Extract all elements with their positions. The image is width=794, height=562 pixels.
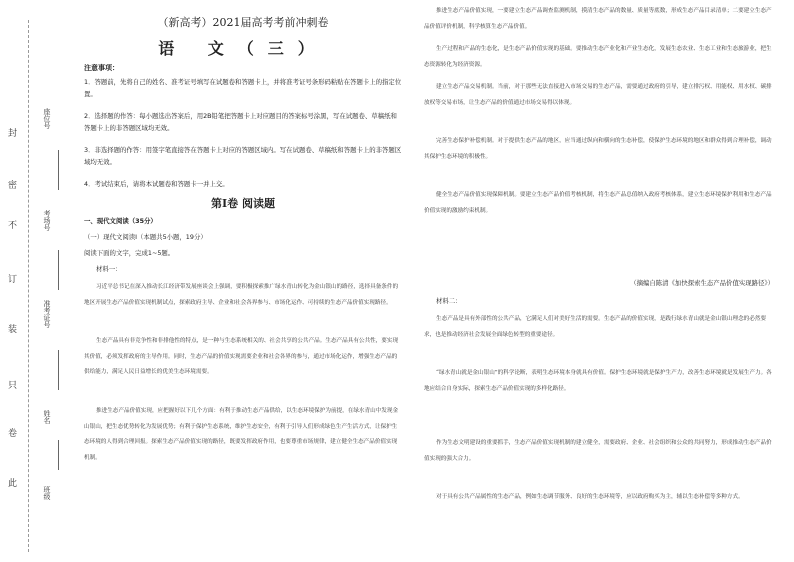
name-label: 姓名: [43, 410, 51, 424]
exam-title: （新高考）2021届高考考前冲刺卷: [157, 16, 329, 29]
seal-char: 封: [8, 129, 18, 139]
body-paragraph: 习近平总书记在深入推动长江经济带发展座谈会上强调，要积极探索推广绿水青山转化为金山银山的路径，选择具备条件的地区开展生态产品价值实现机制试点，探索政府主导、企业和社会各界参与、市场化运作、可持续的生态产品价值实现路径。: [84, 284, 399, 306]
instruction-text: 阅读下面的文字，完成1~5题。: [84, 249, 175, 257]
seat-number-label: 座位号: [43, 108, 51, 129]
binding-margin: [0, 0, 80, 562]
body-paragraph: 推进生态产品价值实现，应把握好以下几个方面：有利于推动生态产品供给，以生态环境保护为前提，在绿水青山中发现金山银山，把生态优势转化为发展优势；有利于保护生态系统，维护生态安全，有利于引导人们形成绿色生产生活方式，让保护生态环境的人得到合理回报。探索生态产品价值实现的路径，既要发挥政府作用，也要尊重市场规律，建立健全生态产品价值实现机制。: [84, 408, 399, 461]
subsection-heading: （一）现代文阅读Ⅰ（本题共5小题，19分）: [84, 233, 207, 241]
notice-item: 4．考试结束后，请将本试题卷和答题卡一并上交。: [84, 180, 229, 188]
notice-item: 1．答题前，先将自己的姓名、准考证号填写在试题卷和答题卡上，并将准考证号条形码粘贴在答题卡上的指定位置。: [84, 78, 402, 98]
seal-char: 卷: [8, 429, 18, 439]
exam-room-line[interactable]: [58, 250, 59, 290]
body-paragraph: 作为生态文明建设的重要抓手，生态产品价值实现机制的建立健全，需要政府、企业、社会组织和公众的共同努力，形成推动生态产品价值实现的强大合力。: [424, 440, 772, 462]
notice-item: 3．非选择题的作答：用签字笔直接答在答题卡上对应的答题区域内。写在试题卷、草稿纸和答题卡上的非答题区域均无效。: [84, 146, 402, 166]
body-paragraph: 完善生态保护补偿机制。对于提供生态产品的地区，应当通过纵向和横向的生态补偿，使保护生态环境的地区和群众得到合理补偿，调动其保护生态环境的积极性。: [424, 138, 772, 160]
admission-number-line[interactable]: [58, 350, 59, 390]
notice-item: 2．选择题的作答：每小题选出答案后，用2B铅笔把答题卡上对应题目的答案标号涂黑，写在试题卷、草稿纸和答题卡上的非答题区域均无效。: [84, 112, 397, 132]
notice-heading: 注意事项：: [84, 63, 119, 72]
part-title: 第Ⅰ卷 阅读题: [211, 197, 275, 210]
seal-char: 订: [8, 275, 18, 285]
name-line[interactable]: [58, 440, 59, 470]
body-paragraph: 生态产品具有非竞争性和非排他性的特点，是一种与生态系统相关的、社会共享的公共产品。生态产品具有公共性，要实现其价值，必须发挥政府的主导作用。同时，生态产品的价值实现需要企业和社会各界的参与，通过市场化运作，增强生态产品的供给能力，满足人民日益增长的优美生态环境需要。: [84, 338, 399, 375]
admission-number-label: 准考证号: [43, 300, 51, 328]
exam-room-label: 考场号: [43, 210, 51, 231]
seal-char: 装: [8, 325, 18, 335]
body-paragraph: 生态产品是具有外部性的公共产品，它满足人们对美好生活的需要。生态产品的价值实现，是践行绿水青山就是金山银山理念的必然要求，也是推动经济社会发展全面绿色转型的重要途径。: [424, 316, 767, 338]
subject-title: 语 文（三）: [158, 39, 328, 58]
class-label: 班级: [43, 486, 51, 500]
seal-char: 不: [8, 221, 18, 231]
seal-char: 此: [8, 479, 18, 489]
seal-char: 密: [8, 181, 18, 191]
material-label: 材料二：: [436, 297, 462, 305]
material-label: 材料一：: [96, 265, 122, 273]
section-heading: 一、现代文阅读（35分）: [84, 217, 157, 225]
seat-number-line[interactable]: [58, 150, 59, 190]
seal-char: 只: [8, 381, 18, 391]
body-paragraph: 健全生态产品价值实现保障机制。要建立生态产品价值考核机制，将生态产品总值纳入政府考核体系，建立生态环境保护利用和生态产品价值实现的激励约束机制。: [424, 192, 772, 214]
body-paragraph: 生产过程和产品的生态化，是生态产品价值实现的基础。要推动生态产业化和产业生态化，发展生态农业、生态工业和生态旅游业，把生态资源转化为经济资源。: [424, 46, 772, 68]
body-paragraph: “绿水青山就是金山银山”的科学论断，表明生态环境本身就具有价值。保护生态环境就是保护生产力，改善生态环境就是发展生产力。各地应结合自身实际，探索生态产品价值实现的多样化路径。: [424, 370, 772, 392]
body-paragraph: 推进生态产品价值实现，一要建立生态产品调查监测机制，摸清生态产品的数量、质量等底数，形成生态产品目录清单；二要建立生态产品价值评价机制，科学核算生态产品价值。: [424, 8, 772, 30]
body-paragraph: 对于具有公共产品属性的生态产品，例如生态调节服务、良好的生态环境等，应以政府购买为主，辅以生态补偿等多种方式。: [436, 494, 744, 500]
seal-dashed-line: [28, 20, 29, 552]
source-citation: （摘编自陈清《加快探索生态产品价值实现路径》）: [630, 279, 774, 287]
body-paragraph: 建立生态产品交易机制。当前，对于那些无法直接进入市场交易的生态产品，需要通过政府的引导，建立排污权、用能权、用水权、碳排放权等交易市场，让生态产品的价值通过市场交易得以体现。: [424, 84, 772, 106]
